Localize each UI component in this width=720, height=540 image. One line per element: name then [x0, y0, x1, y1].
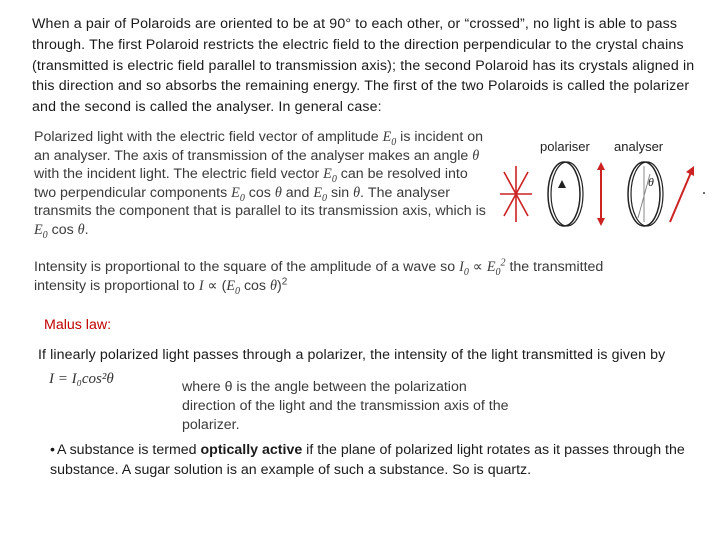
symbol-I: I [198, 277, 204, 294]
analyser-label: analyser [614, 139, 664, 154]
symbol-E0: $E_0$ [226, 277, 240, 297]
text-run: . [84, 221, 89, 238]
symbol-E0-squared: $E_0^2$ [486, 257, 506, 278]
paren-close-squared: )$^2$ [276, 275, 288, 294]
polariser-analyser-diagram [498, 136, 708, 236]
symbol-E0: $E_0$ [382, 129, 397, 148]
symbol-theta: θ [472, 147, 480, 164]
text-run: if the plane of polarized light rotates as it passes through the substance. A sugar solution is an example of such a substance. So is quartz. [50, 442, 685, 478]
dot-mark [703, 192, 705, 194]
polariser-disc [548, 162, 583, 226]
text-run: with the incident light. The electric field vector [34, 166, 324, 183]
analyser-explanation [34, 128, 488, 240]
polarized-light-arrow [597, 162, 605, 226]
symbol-theta: θ [77, 221, 85, 238]
text-run: cos [244, 184, 275, 201]
text-run: is incident on an analyser. The axis of transmission of the analyser makes an angle [34, 129, 483, 164]
text-run: . The analyser transmits the component that is parallel to its transmission axis, which is [34, 184, 486, 220]
text-run: and [281, 184, 314, 201]
symbol-E0: $E_0$ [34, 221, 48, 241]
symbol-E0: $E_0$ [231, 184, 245, 204]
text-run: sin [327, 184, 354, 201]
bullet-icon: • [50, 442, 55, 458]
proportional-sign: ∝ [203, 277, 222, 294]
paren-open: ( [221, 277, 227, 294]
symbol-theta: θ [269, 277, 277, 294]
text-run: A substance is termed [56, 442, 201, 458]
text-run: cos [47, 221, 78, 238]
intro-paragraph: When a pair of Polaroids are oriented to be at 90° to each other, or “crossed”, no light is able to pass through. The first Polaroid restricts the electric field to the direction perpendicular to the crystal chains (transmitted is electric field parallel to transmission axis); the second Polaroid has its crystals aligned in this direction and so absorbs the remaining energy. The first of the two Polaroids is called the polarizer and the second is called the analyser. In general case: [32, 16, 695, 116]
text-run: Intensity is proportional to the square of the amplitude of a wave so [34, 259, 460, 275]
text-run: can be resolved into two perpendicular components [34, 166, 468, 201]
text-run: Polarized light with the electric field vector of amplitude [34, 129, 383, 145]
malus-where-text: where θ is the angle between the polarization direction of the light and the transmission axis of the polarizer. [182, 379, 509, 433]
bold-term: optically active [200, 442, 303, 458]
symbol-theta: θ [353, 184, 361, 201]
symbol-I0: $I_0$ [459, 259, 469, 278]
text-run: the transmitted intensity is proportional to [34, 259, 604, 294]
symbol-E0: $E_0$ [313, 184, 328, 204]
symbol-E0: $E_0$ [323, 166, 337, 186]
polariser-label: polariser [540, 139, 590, 154]
unpolarized-light-icon [500, 166, 532, 222]
theta-angle-label: θ [648, 175, 654, 189]
proportional-sign: ∝ [468, 259, 487, 275]
analyser-disc [628, 162, 663, 226]
transmitted-light-arrow [670, 166, 705, 222]
malus-law-title: Malus law: [44, 317, 112, 333]
intensity-explanation [34, 258, 654, 295]
malus-law-statement: If linearly polarized light passes through a polarizer, the intensity of the light transmitted is given by [38, 347, 666, 363]
optically-active-bullet [50, 441, 690, 480]
symbol-theta: θ [274, 184, 282, 201]
text-run: cos [240, 277, 270, 294]
malus-formula: I = I₀cos²θ [49, 371, 114, 387]
